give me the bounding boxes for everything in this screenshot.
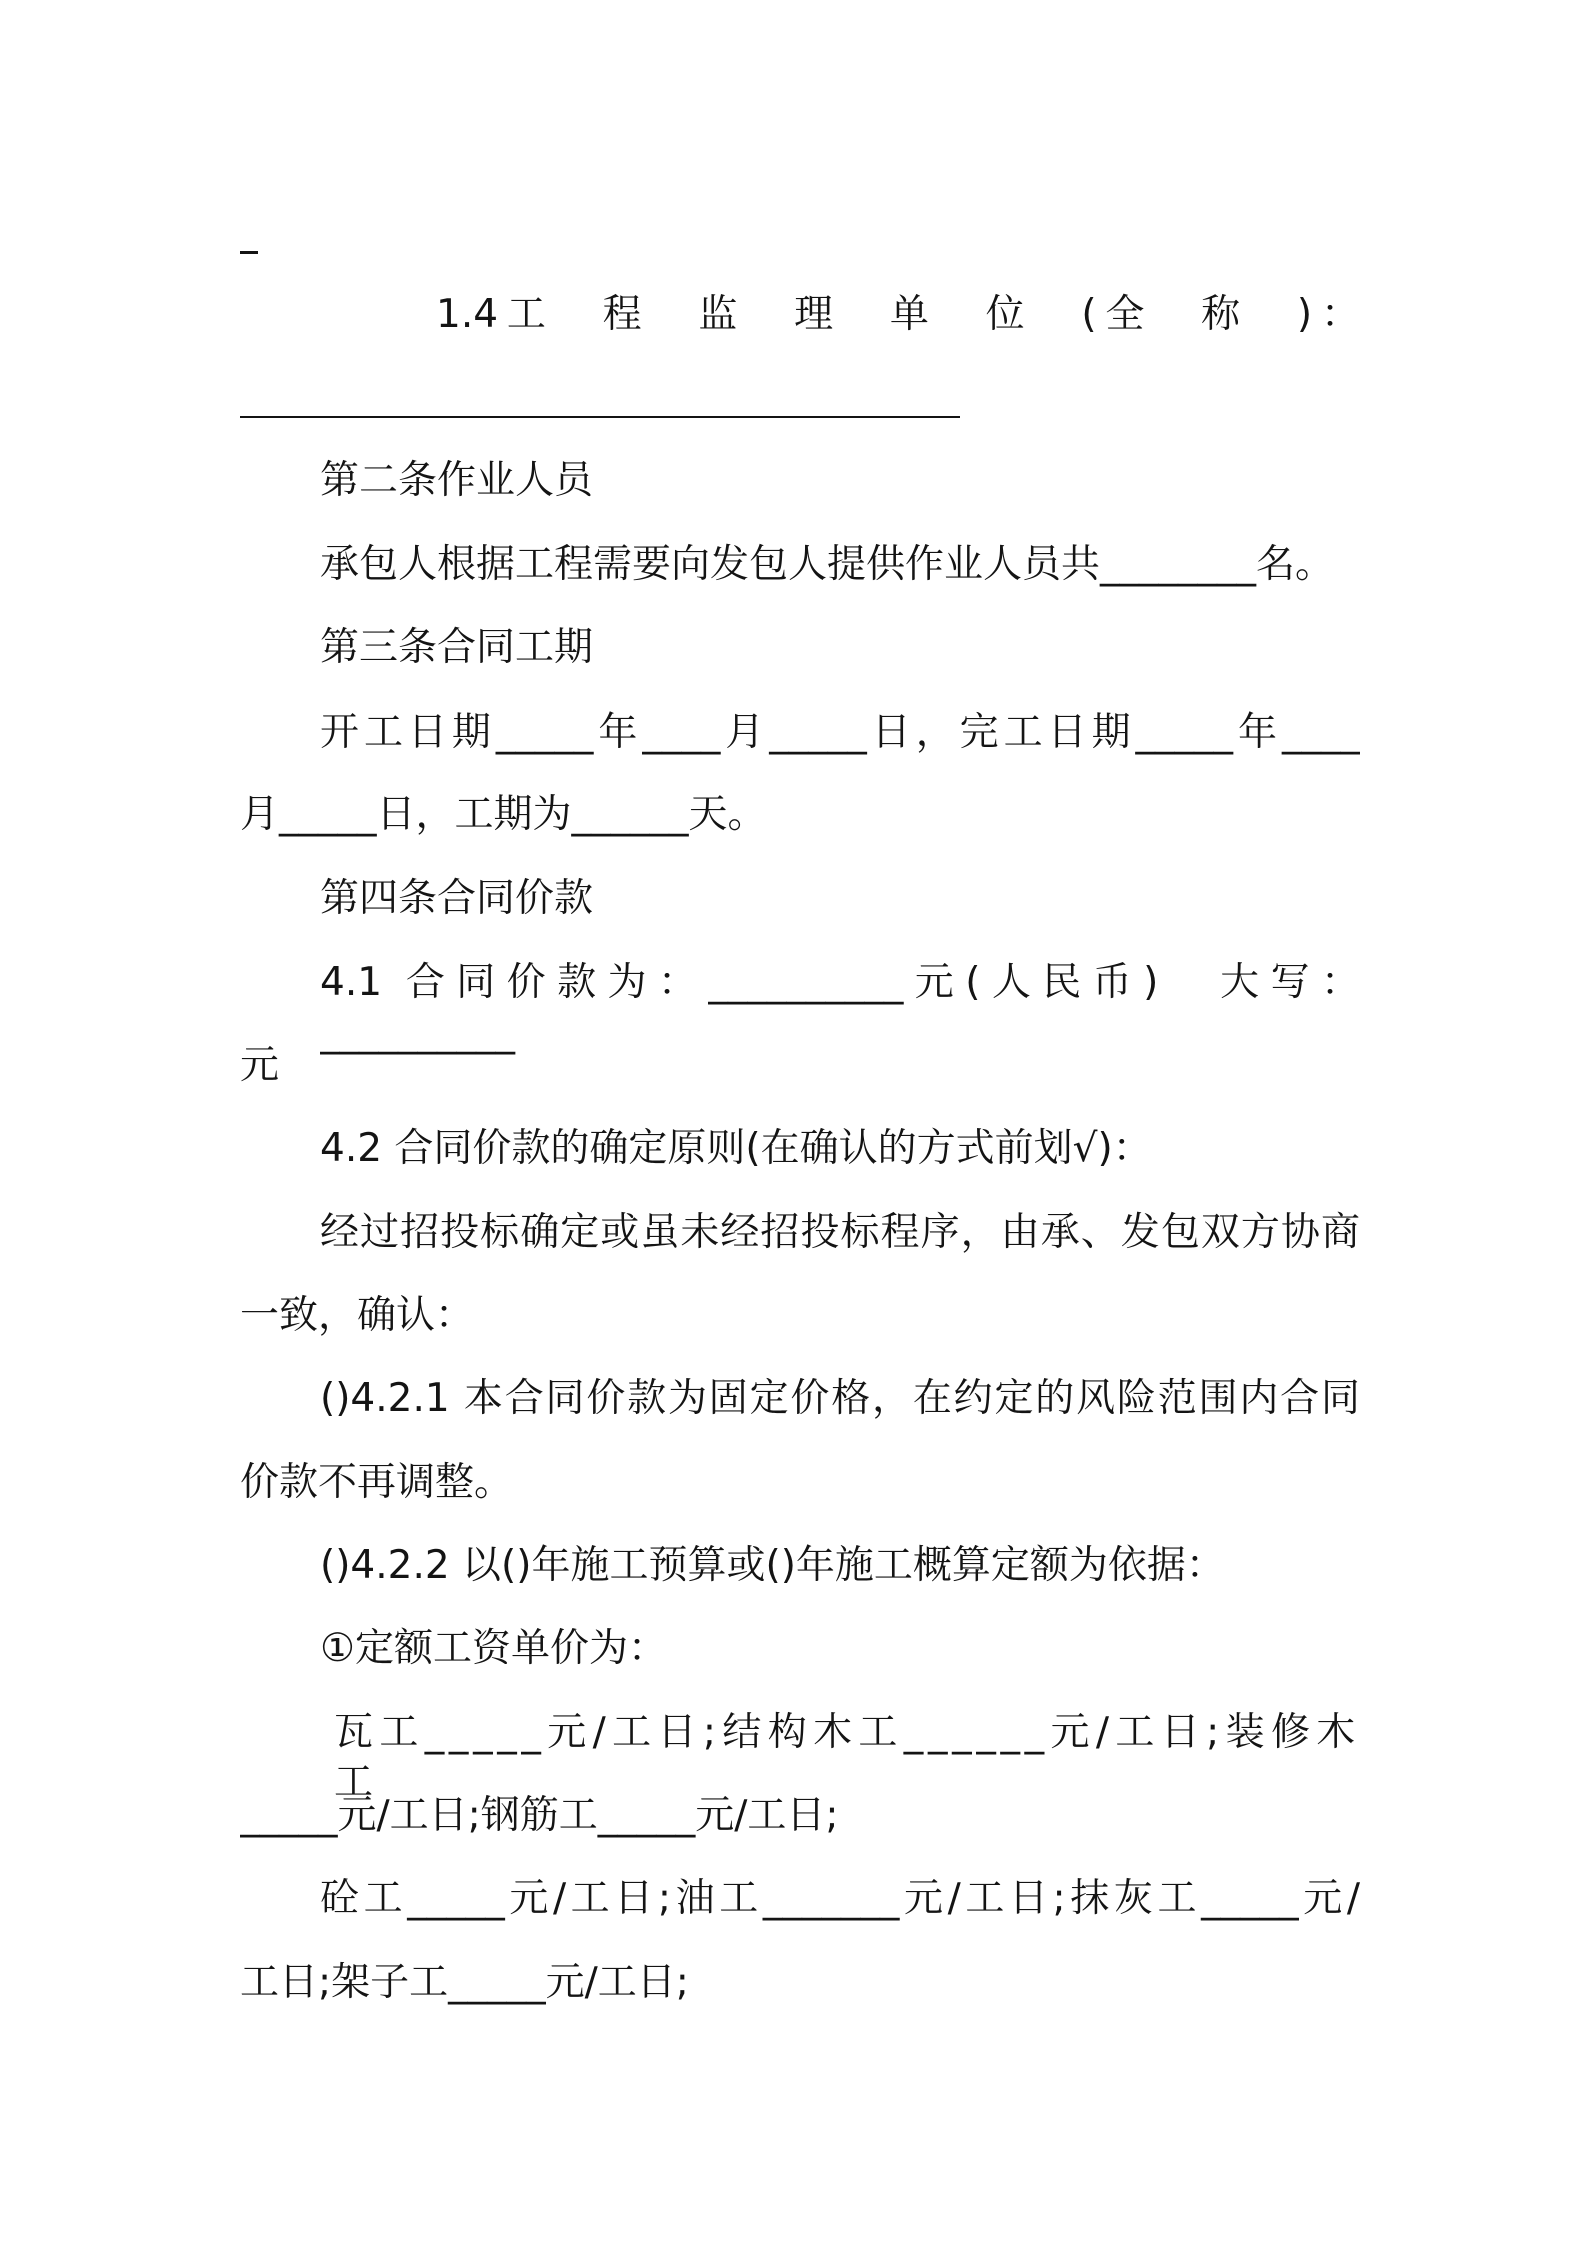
leading-underscore [240, 251, 258, 254]
wage-rate-line-3: 砼工_____元/工日;油工_______元/工日;抹灰工_____元/ [320, 1876, 1360, 1921]
wage-rate-heading: ①定额工资单价为： [320, 1626, 667, 1671]
clause-4-1-line-1: 4.1 合同价款为：__________元(人民币) 大写：__________ [320, 960, 1360, 1055]
clause-4-2-2: ()4.2.2 以()年施工预算或()年施工概算定额为依据： [320, 1543, 1225, 1588]
article-3-text-line-2: 月_____日，工期为______天。 [240, 792, 767, 837]
clause-4-2-1-line-1: ()4.2.1 本合同价款为固定价格，在约定的风险范围内合同 [320, 1376, 1360, 1421]
wage-rate-line-1: 瓦工_____元/工日;结构木工______元/工日;装修木工 [334, 1710, 1360, 1805]
supervisor-unit-label: 1.4工 程 监 理 单 位 (全 称 )： [436, 292, 1360, 337]
supervisor-unit-blank-line [240, 416, 960, 418]
article-2-heading: 第二条作业人员 [320, 458, 594, 503]
clause-4-1-line-2: 元 [240, 1043, 280, 1088]
wage-rate-line-4: 工日;架子工_____元/工日; [240, 1960, 689, 2005]
clause-4-2-heading: 4.2 合同价款的确定原则(在确认的方式前划√)： [320, 1126, 1152, 1171]
article-4-heading: 第四条合同价款 [320, 876, 594, 921]
article-3-heading: 第三条合同工期 [320, 625, 594, 670]
clause-4-2-text-line-1: 经过招投标确定或虽未经招投标程序，由承、发包双方协商 [320, 1210, 1360, 1255]
article-3-text-line-1: 开工日期_____年____月_____日，完工日期_____年____ [320, 710, 1360, 755]
article-2-text: 承包人根据工程需要向发包人提供作业人员共________名。 [320, 542, 1335, 587]
wage-rate-line-2: _____元/工日;钢筋工_____元/工日; [240, 1793, 839, 1838]
clause-4-2-text-line-2: 一致，确认： [240, 1293, 475, 1338]
clause-4-2-1-line-2: 价款不再调整。 [240, 1460, 514, 1505]
